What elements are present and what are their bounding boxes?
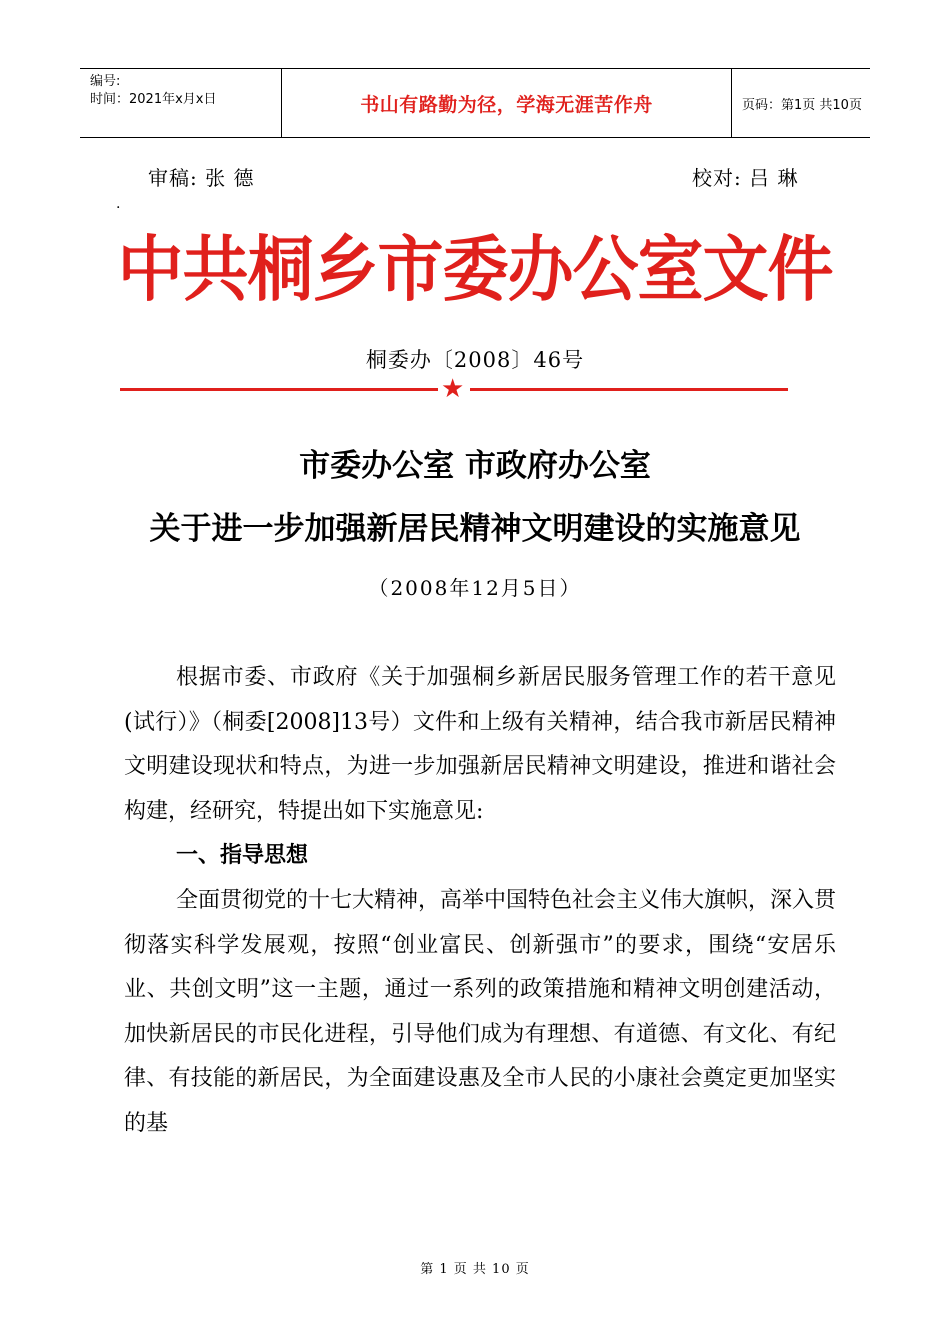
header-meta	[80, 69, 282, 137]
section-paragraph: 全面贯彻党的十七大精神，高举中国特色社会主义伟大旗帜，深入贯彻落实科学发展观，按照“创业富民、创新强市”的要求，围绕“安居乐业、共创文明”这一主题，通过一系列的政策措施和精神文明创建活动，加快新居民的市民化进程，引导他们成为有理想、有道德、有文化、有纪律、有技能的新居民，为全面建设惠及全市人民的小康社会奠定更加坚实的基	[124, 887, 837, 1136]
header-motto-cell	[282, 69, 732, 137]
red-rule-right	[470, 388, 788, 391]
document-subject: 关于进一步加强新居民精神文明建设的实施意见	[149, 511, 801, 547]
header-table	[80, 68, 870, 138]
issuer-line: 市委办公室 市政府办公室	[299, 448, 651, 484]
star-icon: ★	[441, 374, 465, 404]
number-label: 编号:	[90, 74, 121, 89]
intro-paragraph: 根据市委、市政府《关于加强桐乡新居民服务管理工作的若干意见(试行）》（桐委[2008]13号）文件和上级有关精神，结合我市新居民精神文明建设现状和特点，为进一步加强新居民精神文明建设，推进和谐社会构建，经研究，特提出如下实施意见:	[124, 665, 836, 824]
reviewer-line: 审稿: 张 德	[148, 166, 255, 190]
document-date: （2008年12月5日）	[368, 576, 582, 600]
document-number: 桐委办〔2008〕46号	[365, 348, 585, 372]
header-motto: 书山有路勤为径，学海无涯苦作舟	[360, 93, 653, 116]
header-page-info: 页码：第1页 共10页	[742, 97, 862, 113]
document-body	[124, 656, 836, 1147]
section-heading: 一、指导思想	[176, 843, 309, 869]
proofreader-line: 校对: 吕 琳	[692, 166, 799, 190]
red-header-title: 中共桐乡市委办公室文件	[117, 227, 833, 312]
page-footer: 第 1 页 共 10 页	[420, 1262, 530, 1277]
red-rule-left	[120, 388, 438, 391]
time-label: 时间：2021年x月x日	[90, 92, 217, 107]
stray-dot: .	[116, 196, 121, 212]
